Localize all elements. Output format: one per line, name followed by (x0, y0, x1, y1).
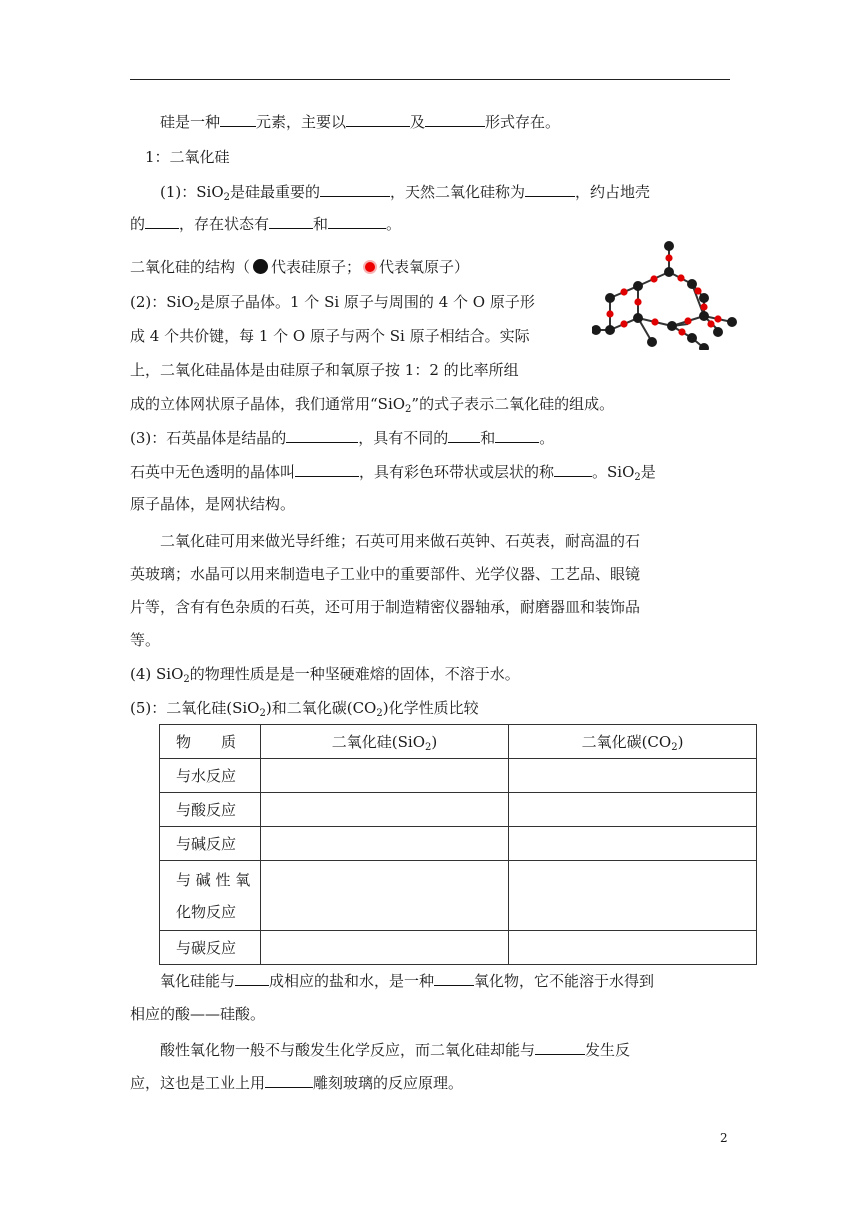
blank-12[interactable] (295, 462, 359, 477)
table-row (160, 793, 757, 827)
p2-line2: 成 4 个共价键，每 1 个 O 原子与两个 Si 原子相结合。实际 (130, 327, 530, 345)
sub-2: 2 (259, 708, 266, 719)
blank-11[interactable] (495, 428, 539, 443)
p1b-text-c: 和 (313, 215, 329, 233)
blank-3[interactable] (425, 112, 485, 127)
p3b-text-b: ，具有彩色环带状或层状的称 (359, 463, 555, 481)
p5-line (130, 698, 479, 718)
p7-line1 (160, 1040, 630, 1060)
blank-1[interactable] (220, 112, 256, 127)
row-label: 与碳反应 (160, 931, 261, 965)
row-label-line1: 与 碱 性 氧 (176, 870, 251, 889)
p1b-text-b: ，存在状态有 (179, 215, 270, 233)
row-label: 与水反应 (160, 759, 261, 793)
answer-cell-co2[interactable] (509, 861, 757, 931)
blank-6[interactable] (145, 214, 179, 229)
blank-7[interactable] (269, 214, 313, 229)
p5-text-b: )和二氧化碳(CO (265, 699, 377, 717)
p1-text-a: (1)：SiO (160, 183, 224, 201)
intro-text-c: 及 (410, 113, 426, 131)
table-row (160, 827, 757, 861)
blank-9[interactable] (286, 428, 358, 443)
table-header-row (160, 725, 757, 759)
answer-cell-sio2[interactable] (261, 931, 509, 965)
answer-cell-sio2[interactable] (261, 861, 509, 931)
p3-line1 (130, 428, 554, 448)
uses-line4: 等。 (130, 631, 161, 649)
header-substance: 物 质 (160, 725, 261, 759)
structure-text-a: 二氧化硅的结构（ (130, 258, 251, 276)
section-heading: 1：二氧化硅 (145, 148, 230, 166)
p3-text-c: 和 (480, 429, 496, 447)
structure-legend (130, 257, 469, 277)
p2-text-a: (2)：SiO (130, 293, 194, 311)
comparison-table (159, 724, 757, 965)
p1-text-b: 是硅最重要的 (230, 183, 321, 201)
p7-line2 (130, 1073, 463, 1093)
page-number: 2 (720, 1131, 728, 1145)
blank-17[interactable] (265, 1073, 313, 1088)
answer-cell-co2[interactable] (509, 759, 757, 793)
p4-line (130, 664, 520, 684)
row-label: 与酸反应 (160, 793, 261, 827)
p6-line2: 相应的酸——硅酸。 (130, 1005, 266, 1023)
sub-2: 2 (376, 708, 383, 719)
blank-10[interactable] (448, 428, 480, 443)
p1-line2 (130, 214, 401, 234)
p3-text-b: ，具有不同的 (358, 429, 449, 447)
header-sio2 (261, 725, 509, 759)
silicon-atom-icon (253, 259, 268, 274)
p4-text-a: (4) SiO (130, 665, 184, 683)
header-sio2-text: 二氧化硅(SiO (331, 733, 425, 751)
blank-14[interactable] (235, 971, 269, 986)
header-co2-text: 二氧化碳(CO (581, 733, 672, 751)
uses-line2: 英玻璃；水晶可以用来制造电子工业中的重要部件、光学仪器、工艺品、眼镜 (130, 565, 641, 583)
blank-2[interactable] (346, 112, 410, 127)
row-label-line2: 化物反应 (176, 902, 237, 921)
answer-cell-co2[interactable] (509, 827, 757, 861)
blank-13[interactable] (554, 462, 592, 477)
p1b-text-d: 。 (386, 215, 402, 233)
row-label (160, 861, 261, 931)
intro-text-d: 形式存在。 (485, 113, 561, 131)
sub-2: 2 (634, 472, 641, 483)
header-sio2-close: ) (431, 733, 438, 751)
table-row (160, 931, 757, 965)
p3b-text-c: 。SiO (592, 463, 635, 481)
sub-2: 2 (425, 742, 432, 753)
answer-cell-sio2[interactable] (261, 759, 509, 793)
sub-2: 2 (183, 674, 190, 685)
header-co2-close: ) (677, 733, 684, 751)
blank-4[interactable] (320, 182, 390, 197)
p7-text-b: 发生反 (585, 1041, 631, 1059)
p7-text-c: 应，这也是工业上用 (130, 1074, 266, 1092)
p6-text-b: 成相应的盐和水，是一种 (269, 972, 435, 990)
sub-2: 2 (193, 302, 200, 313)
blank-5[interactable] (525, 182, 575, 197)
sub-2: 2 (671, 742, 678, 753)
row-label: 与碱反应 (160, 827, 261, 861)
p1-line1 (160, 182, 650, 202)
sub-2: 2 (405, 404, 412, 415)
uses-line3: 片等，含有有色杂质的石英，还可用于制造精密仪器轴承，耐磨器皿和装饰品 (130, 598, 641, 616)
p3-line3: 原子晶体，是网状结构。 (130, 495, 296, 513)
p2-text-b: 是原子晶体。1 个 Si 原子与周围的 4 个 O 原子形 (200, 293, 535, 311)
structure-text-c: 代表氧原子） (379, 258, 470, 276)
p3-text-a: (3)：石英晶体是结晶的 (130, 429, 287, 447)
p2-line4 (130, 394, 614, 414)
p2-text-l4b: ”的式子表示二氧化硅的组成。 (411, 395, 615, 413)
p2-text-l4a: 成的立体网状原子晶体，我们通常用“SiO (130, 395, 406, 413)
oxygen-atom-icon (365, 262, 375, 272)
p2-line3: 上，二氧化硅晶体是由硅原子和氧原子按 1：2 的比率所组 (130, 361, 519, 379)
p6-line1 (160, 971, 654, 991)
uses-line1: 二氧化硅可用来做光导纤维；石英可用来做石英钟、石英表，耐高温的石 (160, 532, 641, 550)
p1-text-d: ，约占地壳 (575, 183, 651, 201)
p5-text-c: )化学性质比较 (382, 699, 479, 717)
p7-text-a: 酸性氧化物一般不与酸发生化学反应，而二氧化硅却能与 (160, 1041, 536, 1059)
p3-text-d: 。 (539, 429, 555, 447)
table-row (160, 861, 757, 931)
p6-text-a: 氧化硅能与 (160, 972, 236, 990)
blank-8[interactable] (328, 214, 386, 229)
table-row (160, 759, 757, 793)
blank-15[interactable] (434, 971, 474, 986)
header-rule (130, 79, 730, 80)
silicon-atoms (592, 241, 737, 350)
header-co2 (509, 725, 757, 759)
p6-text-c: 氧化物，它不能溶于水得到 (474, 972, 655, 990)
sub-2: 2 (223, 192, 230, 203)
structure-text-b: 代表硅原子； (271, 258, 362, 276)
p5-text-a: (5)：二氧化硅(SiO (130, 699, 260, 717)
blank-16[interactable] (535, 1040, 585, 1055)
answer-cell-sio2[interactable] (261, 827, 509, 861)
intro-text-b: 元素，主要以 (256, 113, 347, 131)
answer-cell-co2[interactable] (509, 931, 757, 965)
p4-text-b: 的物理性质是是一种坚硬难熔的固体，不溶于水。 (189, 665, 520, 683)
p1b-text-a: 的 (130, 215, 146, 233)
silica-structure-diagram (592, 238, 750, 350)
p3b-text-a: 石英中无色透明的晶体叫 (130, 463, 296, 481)
intro-text-a: 硅是一种 (160, 113, 221, 131)
p1-text-c: ，天然二氧化硅称为 (390, 183, 526, 201)
p2-line1 (130, 292, 535, 312)
p3b-text-d: 是 (640, 463, 656, 481)
p3-line2 (130, 462, 656, 482)
answer-cell-co2[interactable] (509, 793, 757, 827)
p7-text-d: 雕刻玻璃的反应原理。 (313, 1074, 464, 1092)
intro-line (160, 112, 560, 132)
answer-cell-sio2[interactable] (261, 793, 509, 827)
